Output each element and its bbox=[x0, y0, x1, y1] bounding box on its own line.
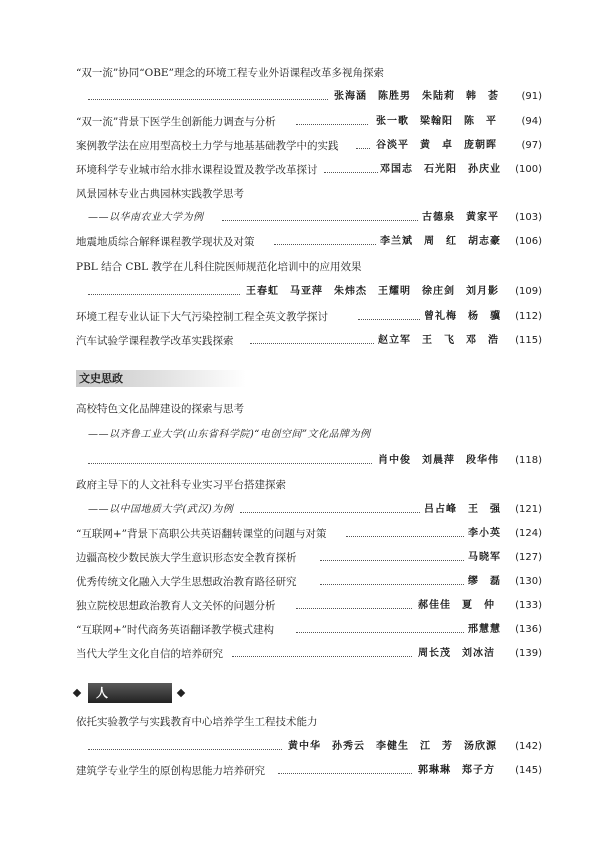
article-title[interactable]: 高校特色文化品牌建设的探索与思考 bbox=[76, 403, 244, 415]
dot-leader bbox=[88, 294, 240, 295]
page-number[interactable]: (94) bbox=[521, 116, 542, 127]
page-number[interactable]: (118) bbox=[515, 455, 542, 466]
article-title[interactable]: 政府主导下的人文社科专业实习平台搭建探索 bbox=[76, 479, 286, 491]
page-number[interactable]: (124) bbox=[515, 528, 542, 539]
dot-leader bbox=[222, 220, 418, 221]
dot-leader bbox=[358, 319, 420, 320]
toc-entry-subtitle-line bbox=[0, 501, 600, 519]
toc-entry bbox=[0, 762, 600, 780]
article-authors: 李兰斌 周 红 胡志豪 bbox=[380, 236, 501, 247]
article-authors: 李小英 bbox=[468, 528, 501, 539]
article-authors: 邢慧慧 bbox=[468, 624, 501, 635]
article-authors: 吕占峰 王 强 bbox=[424, 504, 501, 515]
article-title[interactable]: 环境工程专业认证下大气污染控制工程全英文教学探讨 bbox=[76, 311, 328, 323]
dot-leader bbox=[296, 632, 464, 633]
toc-entry-title-line bbox=[0, 258, 600, 276]
dot-leader bbox=[240, 512, 420, 513]
page-number[interactable]: (136) bbox=[515, 624, 542, 635]
article-title[interactable]: “双一流”背景下医学生创新能力调查与分析 bbox=[76, 116, 276, 128]
article-subtitle: ——以华南农业大学为例 bbox=[88, 212, 204, 223]
toc-entry bbox=[0, 113, 600, 131]
dot-leader bbox=[88, 99, 328, 100]
article-subtitle: ——以中国地质大学(武汉)为例 bbox=[88, 504, 234, 515]
toc-entry bbox=[0, 525, 600, 543]
article-authors: 肖中俊 刘晨萍 段华伟 bbox=[378, 455, 499, 466]
page-number[interactable]: (106) bbox=[515, 236, 542, 247]
article-authors: 王春虹 马亚萍 朱炜杰 王耀明 徐庄剑 刘月影 bbox=[246, 286, 499, 297]
page-number[interactable]: (142) bbox=[515, 741, 542, 752]
toc-entry-title-line bbox=[0, 64, 600, 82]
article-authors: 周长茂 刘冰洁 bbox=[418, 648, 495, 659]
toc-entry-author-line bbox=[0, 738, 600, 756]
dot-leader bbox=[346, 536, 464, 537]
dot-leader bbox=[296, 124, 368, 125]
toc-entry-title-line bbox=[0, 400, 600, 418]
page-number[interactable]: (130) bbox=[515, 576, 542, 587]
page-number[interactable]: (103) bbox=[515, 212, 542, 223]
article-authors: 邓国志 石光阳 孙庆业 bbox=[380, 164, 501, 175]
article-authors: 谷淡平 黄 卓 庞朝晖 bbox=[376, 140, 497, 151]
article-authors: 古德泉 黄家平 bbox=[422, 212, 499, 223]
article-title[interactable]: 风景园林专业古典园林实践教学思考 bbox=[76, 188, 244, 200]
dot-leader bbox=[88, 463, 372, 464]
page-number[interactable]: (97) bbox=[521, 140, 542, 151]
article-authors: 曾礼梅 杨 骥 bbox=[424, 311, 501, 322]
dot-leader bbox=[250, 343, 374, 344]
article-authors: 郭琳琳 郑子方 bbox=[418, 765, 495, 776]
page-number[interactable]: (115) bbox=[515, 335, 542, 346]
article-title[interactable]: 地震地质综合解释课程教学现状及对策 bbox=[76, 236, 255, 248]
toc-entry bbox=[0, 621, 600, 639]
dot-leader bbox=[356, 148, 370, 149]
toc-entry bbox=[0, 645, 600, 663]
toc-entry-author-line bbox=[0, 452, 600, 470]
toc-entry bbox=[0, 137, 600, 155]
dot-leader bbox=[320, 584, 464, 585]
article-authors: 马晓军 bbox=[468, 552, 501, 563]
article-title[interactable]: “互联网+”背景下高职公共英语翻转课堂的问题与对策 bbox=[76, 528, 327, 540]
toc-entry-title-line bbox=[0, 476, 600, 494]
article-title[interactable]: 独立院校思想政治教育人文关怀的问题分析 bbox=[76, 600, 276, 612]
article-title[interactable]: 边疆高校少数民族大学生意识形态安全教育探析 bbox=[76, 552, 297, 564]
article-authors: 黄中华 孙秀云 李健生 江 芳 汤欣源 bbox=[288, 741, 497, 752]
toc-entry bbox=[0, 161, 600, 179]
dot-leader bbox=[320, 560, 464, 561]
article-authors: 张海涵 陈胜男 朱陆莉 韩 荟 bbox=[334, 91, 499, 102]
page-number[interactable]: (145) bbox=[515, 765, 542, 776]
article-authors: 郝佳佳 夏 仲 bbox=[418, 600, 495, 611]
dot-leader bbox=[274, 244, 376, 245]
diamond-icon bbox=[177, 689, 185, 697]
article-authors: 赵立军 王 飞 邓 浩 bbox=[378, 335, 499, 346]
toc-entry-author-line bbox=[0, 88, 600, 106]
article-title[interactable]: 当代大学生文化自信的培养研究 bbox=[76, 648, 223, 660]
dot-leader bbox=[278, 773, 412, 774]
toc-entry bbox=[0, 549, 600, 567]
toc-entry bbox=[0, 233, 600, 251]
page-number[interactable]: (109) bbox=[515, 286, 542, 297]
dot-leader bbox=[232, 656, 412, 657]
toc-entry-subtitle-line bbox=[0, 426, 600, 444]
page-number[interactable]: (100) bbox=[515, 164, 542, 175]
toc-entry bbox=[0, 573, 600, 591]
article-title[interactable]: 建筑学专业学生的原创构思能力培养研究 bbox=[76, 765, 265, 777]
article-title[interactable]: 汽车试验学课程教学改革实践探索 bbox=[76, 335, 234, 347]
article-title[interactable]: 案例教学法在应用型高校土力学与地基基础教学中的实践 bbox=[76, 140, 339, 152]
article-title[interactable]: PBL 结合 CBL 教学在儿科住院医师规范化培训中的应用效果 bbox=[76, 261, 362, 273]
article-title[interactable]: 优秀传统文化融入大学生思想政治教育路径研究 bbox=[76, 576, 297, 588]
section-heading-culture: 文史思政 bbox=[76, 370, 246, 387]
toc-entry-title-line bbox=[0, 713, 600, 731]
diamond-icon bbox=[73, 689, 81, 697]
page-number[interactable]: (112) bbox=[515, 311, 542, 322]
article-title[interactable]: 依托实验教学与实践教育中心培养学生工程技术能力 bbox=[76, 716, 318, 728]
article-title[interactable]: 环境科学专业城市给水排水课程设置及教学改革探讨 bbox=[76, 164, 318, 176]
toc-entry bbox=[0, 332, 600, 350]
article-authors: 缪 磊 bbox=[468, 576, 501, 587]
article-subtitle: ——以齐鲁工业大学(山东省科学院)“电创空间”文化品牌为例 bbox=[88, 429, 371, 440]
toc-entry-subtitle-line bbox=[0, 209, 600, 227]
article-authors: 张一歌 梁翰阳 陈 平 bbox=[376, 116, 497, 127]
page-number[interactable]: (91) bbox=[521, 91, 542, 102]
toc-entry-title-line bbox=[0, 185, 600, 203]
page-number[interactable]: (133) bbox=[515, 600, 542, 611]
dot-leader bbox=[324, 172, 378, 173]
page-number[interactable]: (121) bbox=[515, 504, 542, 515]
article-title[interactable]: “互联网+”时代商务英语翻译教学模式建构 bbox=[76, 624, 275, 636]
toc-entry bbox=[0, 308, 600, 326]
toc-entry-author-line bbox=[0, 283, 600, 301]
article-title[interactable]: “双一流”协同“OBE”理念的环境工程专业外语课程改革多视角探索 bbox=[76, 67, 384, 79]
toc-entry bbox=[0, 597, 600, 615]
dot-leader bbox=[88, 749, 282, 750]
page-number[interactable]: (139) bbox=[515, 648, 542, 659]
dot-leader bbox=[296, 608, 412, 609]
page-number[interactable]: (127) bbox=[515, 552, 542, 563]
section-heading-label: 人才培养 bbox=[96, 686, 110, 760]
